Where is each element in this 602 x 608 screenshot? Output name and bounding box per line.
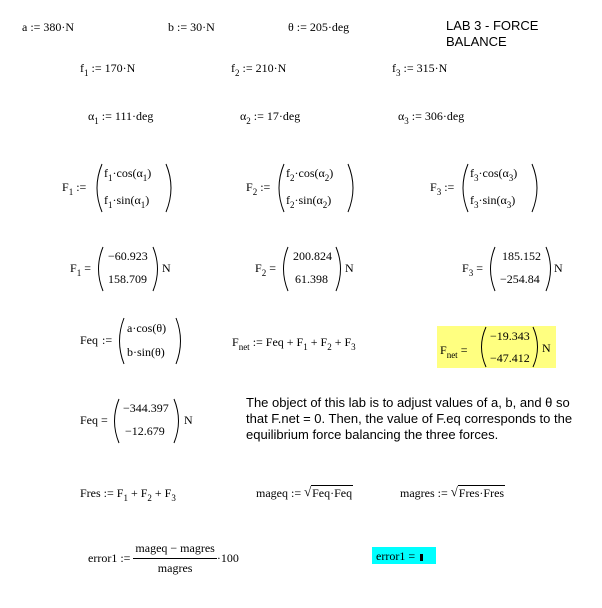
F1-result[interactable]: $F_1$ = −60.923 158.709 N [70,244,180,294]
Feq-result[interactable]: Feq = −344.397 −12.679 N [80,396,196,446]
def-f3[interactable]: $f_3$ := 315·N [392,61,448,78]
F3-def-row2: $f_3\cdot\sin(\alpha_3)$ [470,193,516,210]
def-a[interactable]: a := 380·N [22,20,75,34]
F1-result-unit: N [162,261,171,275]
F2-result[interactable]: $F_2$ = 200.824 61.398 N [255,244,365,294]
Fnet-definition[interactable]: $F_{net}$ := Feq + $F_1 + F_2 + F_3$ [232,335,356,352]
sqrt-symbol: √ Feq·Feq [304,484,353,500]
F3-definition[interactable]: $F_3$ := $f_3\cdot\cos(\alpha_3)$ $f_3\cdot\sin(\alpha_3)$ [430,160,548,216]
mageq-definition[interactable]: mageq := √ Feq·Feq [256,484,353,500]
def-theta[interactable]: θ := 205·deg [288,20,350,34]
F2-result-x: 200.824 [293,249,332,263]
def-alpha1[interactable]: $\alpha_1$ := 111·deg [88,109,154,126]
page-title: LAB 3 - FORCE BALANCE [446,18,539,49]
F1-definition[interactable]: $F_1$ := $f_1\cdot\cos(\alpha_1)$ $f_1\cdot\sin(\alpha_1)$ [62,160,180,216]
Fnet-result-x: −19.343 [490,329,530,343]
Feq-result-unit: N [184,413,193,427]
F1-def-row1: $f_1\cdot\cos(\alpha_1)$ [104,166,152,183]
F2-result-y: 61.398 [295,272,328,286]
Fnet-result-y: −47.412 [490,351,530,365]
def-f2[interactable]: $f_2$ := 210·N [231,61,287,78]
Fnet-result[interactable]: $F_{net}$ = −19.343 −47.412 N [440,324,556,370]
F2-definition[interactable]: $F_2$ := $f_2\cdot\cos(\alpha_2)$ $f_2\cdot\sin(\alpha_2)$ [246,160,364,216]
magres-definition[interactable]: magres := √ Fres·Fres [400,484,505,500]
F3-result[interactable]: $F_3$ = 185.152 −254.84 N [462,244,572,294]
F3-def-row1: $f_3\cdot\cos(\alpha_3)$ [470,166,518,183]
Feq-result-y: −12.679 [125,424,165,438]
def-b[interactable]: b := 30·N [168,20,215,34]
def-alpha2[interactable]: $\alpha_2$ := 17·deg [240,109,301,126]
Feq-def-row2: b·sin(θ) [127,345,165,359]
F1-result-y: 158.709 [108,272,147,286]
sqrt-symbol: √ Fres·Fres [450,484,505,500]
Feq-result-x: −344.397 [123,401,169,415]
Fres-definition[interactable]: Fres := $F_1 + F_2 + F_3$ [80,486,176,503]
F2-def-row1: $f_2\cdot\cos(\alpha_2)$ [286,166,334,183]
F3-result-x: 185.152 [502,249,541,263]
def-alpha3[interactable]: $\alpha_3$ := 306·deg [398,109,465,126]
F2-def-row2: $f_2\cdot\sin(\alpha_2)$ [286,193,332,210]
F3-result-unit: N [554,261,563,275]
Fnet-result-unit: N [542,341,551,355]
placeholder-cursor [420,554,423,561]
error1-definition[interactable]: error1 := $\frac{\text{mageq − magres}}{\text{magres}}$ ·100 [88,541,239,575]
def-f1[interactable]: $f_1$ := 170·N [80,61,136,78]
F2-result-unit: N [345,261,354,275]
error1-result[interactable]: error1 = [376,549,423,563]
Feq-definition[interactable]: Feq := a·cos(θ) b·sin(θ) [80,314,190,368]
Feq-def-row1: a·cos(θ) [127,321,167,335]
description-text: The object of this lab is to adjust values of a, b, and θ so that F.net = 0. Then, the value of F.eq corresponds to the equilibrium force balancing the three forces. [246,395,573,442]
F1-def-row2: $f_1\cdot\sin(\alpha_1)$ [104,193,150,210]
F1-result-x: −60.923 [108,249,148,263]
F3-result-y: −254.84 [500,272,540,286]
error1-fraction: $\frac{\text{mageq − magres}}{\text{magres}}$ [135,541,215,575]
